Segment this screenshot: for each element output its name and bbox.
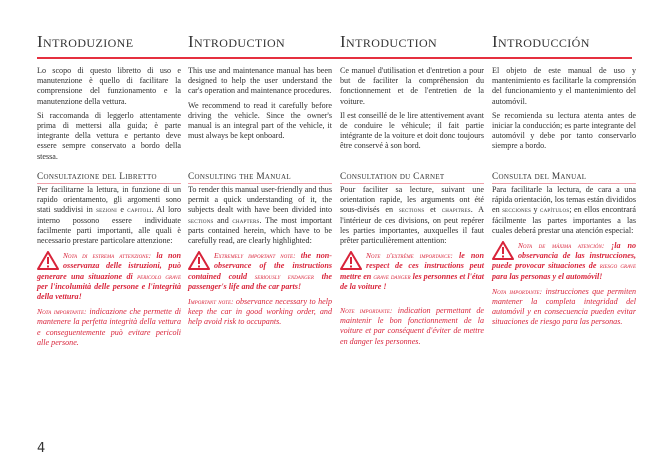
body-text: y (531, 205, 541, 215)
warning-triangle-icon (492, 241, 514, 260)
note-text: indicazione che permette di mantenere la perfetta integrità della vettura e conseguentemente può evitare pericoli alle persone. (37, 307, 181, 347)
warning-block (492, 241, 636, 282)
intro-paragraph: We recommend to read it carefully before driving the vehicle. Since the owner's manual is an integral part of the vehicle, it must always be kept onboard. (188, 100, 332, 141)
note-text: indication permettant de maintenir le bon fonctionnement de la voiture et par conséquent d'éviter de mettre en danger les personnes. (340, 306, 484, 346)
warning-triangle-icon (37, 251, 59, 270)
warning-label: Extremely important note: (214, 251, 296, 261)
warning-text: the passenger's life and the car parts! (188, 271, 332, 291)
warning-block (340, 251, 484, 292)
warning-label: Nota di estrema attenzione: (63, 251, 152, 261)
body-text: . A l'intérieur de ces divisions, on peut repérer les parties importantes, auxquelles il faut prêter particulièrement attention: (340, 205, 484, 246)
column-title: Introduction (188, 32, 286, 51)
warning-block (188, 251, 332, 292)
intro-text (188, 66, 332, 145)
column-title: Introduction (340, 32, 438, 51)
term-chapters: chapitres (441, 206, 471, 215)
intro-paragraph: Il est conseillé de le lire attentivement avant de conduire le véhicule; il fait partie intégrante de la voiture et doit donc toujours être conservé à son bord. (340, 110, 484, 151)
consulting-section (492, 172, 636, 328)
body-text: et (424, 205, 442, 215)
note-label: Nota importante: (37, 307, 87, 317)
body-text: . The most important parts contained herein, which have to be carefully read, are clearly highlighted: (188, 215, 332, 246)
body-text: and (213, 215, 233, 225)
important-note (37, 307, 181, 348)
intro-paragraph: Ce manuel d'utilisation et d'entretion a pour but de faciliter la compréhension du fonctionnement et de l'entretien de la voiture. (340, 66, 484, 106)
section-heading: Consulting the Manual (188, 172, 332, 184)
intro-text (492, 66, 636, 156)
section-body (492, 185, 636, 236)
term-chapters: capítulos (540, 206, 570, 215)
term-chapters: capitoli (127, 206, 152, 215)
warning-term: seriously endanger (254, 271, 314, 281)
warning-text: ¡la no observancia de las instrucciones, puede provocar situaciones de (492, 241, 636, 271)
warning-block (37, 251, 181, 302)
column-title: Introducción (492, 32, 590, 51)
section-heading: Consultation du Carnet (340, 172, 484, 184)
important-note (340, 306, 484, 347)
warning-label: Nota de máxima atención: (518, 241, 605, 251)
body-text: Pour faciliter sa lecture, suivant une orientation rapide, les arguments ont été sous-divisés en (340, 185, 484, 215)
title-rule (37, 57, 632, 59)
intro-paragraph: Se recomienda su lectura atenta antes de iniciar la conducción; es parte integrante del automóvil y debe por tanto conservarlo siempre a bordo. (492, 110, 636, 151)
intro-paragraph: This use and maintenance manual has been designed to help the user understand the car's operation and maintenance procedures. (188, 66, 332, 96)
warning-term: pericolo grave (137, 271, 181, 281)
body-text: To render this manual user-friendly and thus permit a quick understanding of it, the subjects dealt with have been divided into (188, 185, 332, 215)
intro-paragraph: Lo scopo di questo libretto di uso e manutenzione è quello di facilitare la comprensione del funzionamento e la manutenzione della vettura. (37, 66, 181, 106)
section-body (188, 185, 332, 246)
consulting-section (37, 172, 181, 348)
body-text: Para facilitarle la lectura, de cara a una rápida orientación, los temas están divididos en (492, 185, 636, 215)
consulting-section (340, 172, 484, 347)
page-number: 4 (37, 441, 46, 456)
intro-text (340, 66, 484, 156)
warning-text: per l'incolumità delle persone e l'integrità della vettura! (37, 281, 181, 302)
section-heading: Consultazione del Libretto (37, 172, 181, 184)
note-text: instrucciones que permiten mantener la completa integridad del automóvil y en consecuencia pueden evitar situaciones de riesgo para las personas. (492, 286, 636, 327)
body-text: Per facilitarne la lettura, in funzione di un rapido orientamento, gli argomenti sono stati suddivisi in (37, 185, 181, 215)
note-label: Important note: (188, 297, 234, 307)
note-label: Nota importante: (492, 286, 543, 296)
body-text: . Al loro interno possono essere individuate facilmente parti importanti, alle quali è necessario prestare particolare attenzione: (37, 205, 182, 246)
intro-paragraph: El objeto de este manual de uso y mantenimiento es facilitarle la comprensión del funcionamiento y el mantenimiento del automóvil. (492, 66, 636, 106)
note-label: Note importante: (340, 306, 393, 316)
warning-term: grave danger (373, 271, 411, 281)
important-note (188, 297, 332, 328)
warning-text: the non-observance of the instructions contained could (188, 251, 332, 281)
intro-text (37, 66, 181, 166)
term-sections: secciones (502, 206, 532, 215)
warning-text: para las personas y el automóvil! (492, 271, 603, 281)
warning-triangle-icon (340, 251, 362, 270)
intro-paragraph: Si raccomanda di leggerlo attentamente prima di mettersi alla guida; è parte integrante della vettura e pertanto deve essere sempre conservato a bordo della stessa. (37, 110, 181, 161)
term-chapters: chapters (232, 216, 260, 225)
consulting-section (188, 172, 332, 328)
term-sections: sections (188, 216, 214, 225)
term-sections: sections (398, 206, 425, 215)
section-body (340, 185, 484, 246)
section-heading: Consulta del Manual (492, 172, 636, 184)
body-text: e (116, 205, 128, 215)
warning-label: Note d'extrême importance: (366, 251, 453, 261)
note-text: observance necessary to help keep the car in good working order, and help avoid risk to occupants. (188, 297, 333, 327)
warning-text: le non respect de ces instructions peut mettre en (340, 251, 484, 281)
warning-triangle-icon (188, 251, 210, 270)
column-title: Introduzione (37, 32, 134, 51)
term-sections: sezioni (96, 206, 117, 215)
warning-term: riesgo grave (599, 261, 636, 271)
section-body (37, 185, 181, 246)
warning-text: les personnes et l'état de la voiture ! (340, 271, 484, 291)
important-note (492, 287, 636, 328)
body-text: ; en ellos encontrará fácilmente las partes importantes a las cuales deberá prestar una atención especial: (492, 205, 636, 235)
warning-text: la non osservanza delle istruzioni, può generare una situazione di (37, 251, 181, 281)
